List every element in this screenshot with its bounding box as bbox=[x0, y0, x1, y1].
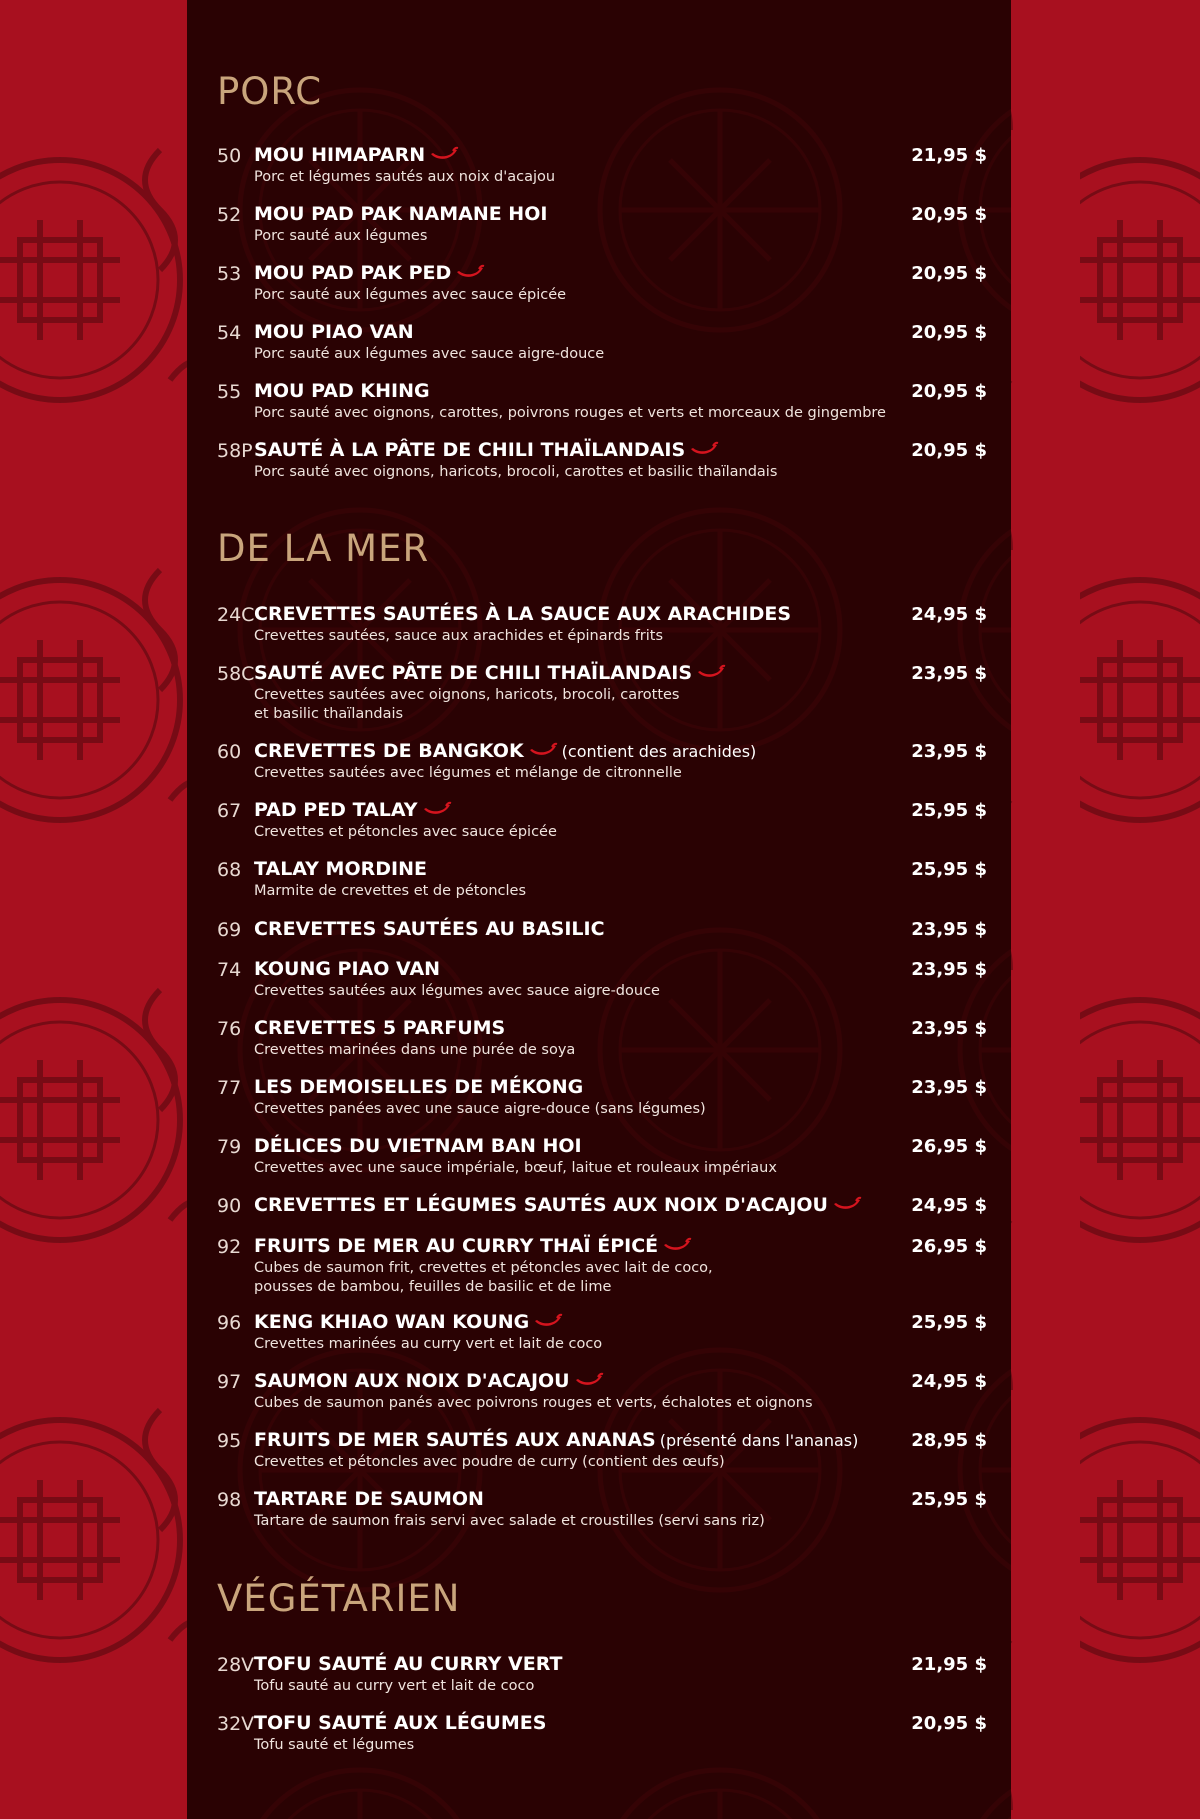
item-number: 74 bbox=[217, 959, 242, 981]
item-price: 20,95 $ bbox=[911, 204, 987, 225]
item-price: 25,95 $ bbox=[911, 859, 987, 880]
item-name bbox=[254, 1370, 604, 1393]
chili-pepper-icon bbox=[689, 440, 719, 462]
item-description: Crevettes marinées dans une purée de soya bbox=[254, 1042, 576, 1058]
item-price: 23,95 $ bbox=[911, 663, 987, 684]
menu-item bbox=[217, 380, 987, 423]
menu-item bbox=[217, 203, 987, 246]
item-price: 23,95 $ bbox=[911, 1018, 987, 1039]
item-number: 24C bbox=[217, 604, 255, 626]
menu-item bbox=[217, 1712, 987, 1755]
item-name bbox=[254, 1712, 546, 1734]
menu-item bbox=[217, 918, 987, 942]
item-description: Porc sauté avec oignons, haricots, brocoli, carottes et basilic thaïlandais bbox=[254, 464, 778, 480]
chili-pepper-icon bbox=[429, 145, 459, 167]
chili-pepper-icon bbox=[533, 1312, 563, 1334]
item-price: 20,95 $ bbox=[911, 322, 987, 343]
item-description: Cubes de saumon panés avec poivrons rouges et verts, échalotes et oignons bbox=[254, 1395, 813, 1411]
item-name-text: MOU PIAO VAN bbox=[254, 321, 414, 343]
menu-item bbox=[217, 603, 987, 646]
item-price: 28,95 $ bbox=[911, 1430, 987, 1451]
item-description: Tofu sauté et légumes bbox=[254, 1737, 415, 1753]
item-name bbox=[254, 380, 430, 402]
item-name-text: FRUITS DE MER AU CURRY THAÏ ÉPICÉ bbox=[254, 1235, 659, 1257]
item-name-text: CREVETTES ET LÉGUMES SAUTÉS AUX NOIX D'ACAJOU bbox=[254, 1194, 828, 1216]
item-name-text: TOFU SAUTÉ AU CURRY VERT bbox=[254, 1653, 563, 1675]
item-name-text: CREVETTES SAUTÉES À LA SAUCE AUX ARACHIDES bbox=[254, 603, 792, 625]
menu-item bbox=[217, 321, 987, 364]
item-description: Crevettes sautées aux légumes avec sauce aigre-douce bbox=[254, 983, 660, 999]
item-description: Tartare de saumon frais servi avec salade et croustilles (servi sans riz) bbox=[254, 1513, 765, 1529]
item-name-text: TALAY MORDINE bbox=[254, 858, 427, 880]
item-description: Crevettes sautées avec oignons, haricots, brocoli, carottes bbox=[254, 687, 680, 703]
item-name bbox=[254, 1311, 563, 1334]
item-name bbox=[254, 203, 547, 225]
menu-item bbox=[217, 1311, 987, 1354]
menu-item bbox=[217, 740, 987, 783]
item-price: 21,95 $ bbox=[911, 145, 987, 166]
item-price: 25,95 $ bbox=[911, 1489, 987, 1510]
item-note: (contient des arachides) bbox=[561, 742, 757, 761]
item-name-text: PAD PED TALAY bbox=[254, 799, 418, 821]
item-name bbox=[254, 858, 427, 880]
item-price: 26,95 $ bbox=[911, 1136, 987, 1157]
item-number: 97 bbox=[217, 1371, 242, 1393]
item-description: Porc et légumes sautés aux noix d'acajou bbox=[254, 169, 556, 185]
item-name-text: KENG KHIAO WAN KOUNG bbox=[254, 1311, 530, 1333]
item-number: 50 bbox=[217, 145, 242, 167]
item-name-text: CREVETTES DE BANGKOK bbox=[254, 740, 524, 762]
item-description: et basilic thaïlandais bbox=[254, 706, 404, 722]
menu-item bbox=[217, 1135, 987, 1178]
item-price: 20,95 $ bbox=[911, 1713, 987, 1734]
item-description: Tofu sauté au curry vert et lait de coco bbox=[254, 1678, 535, 1694]
menu-item bbox=[217, 1194, 987, 1218]
chili-pepper-icon bbox=[528, 741, 558, 763]
item-description: Crevettes sautées, sauce aux arachides et épinards frits bbox=[254, 628, 664, 644]
menu-item bbox=[217, 1235, 987, 1297]
item-description: Cubes de saumon frit, crevettes et pétoncles avec lait de coco, bbox=[254, 1260, 713, 1276]
item-price: 25,95 $ bbox=[911, 800, 987, 821]
item-number: 76 bbox=[217, 1018, 242, 1040]
item-name-text: KOUNG PIAO VAN bbox=[254, 958, 441, 980]
item-number: 28V bbox=[217, 1654, 255, 1676]
item-number: 77 bbox=[217, 1077, 242, 1099]
item-number: 98 bbox=[217, 1489, 242, 1511]
item-number: 92 bbox=[217, 1236, 242, 1258]
item-name bbox=[254, 321, 414, 343]
chili-pepper-icon bbox=[662, 1236, 692, 1258]
menu-item bbox=[217, 439, 987, 482]
item-number: 96 bbox=[217, 1312, 242, 1334]
item-name bbox=[254, 1235, 692, 1258]
item-name-text: MOU HIMAPARN bbox=[254, 144, 426, 166]
item-name-text: MOU PAD PAK NAMANE HOI bbox=[254, 203, 548, 225]
item-number: 90 bbox=[217, 1195, 242, 1217]
item-name bbox=[254, 1017, 505, 1039]
item-number: 58C bbox=[217, 663, 255, 685]
menu-item bbox=[217, 662, 987, 724]
item-number: 68 bbox=[217, 859, 242, 881]
chili-pepper-icon bbox=[574, 1371, 604, 1393]
item-price: 23,95 $ bbox=[911, 1077, 987, 1098]
item-name bbox=[254, 958, 440, 980]
item-price: 25,95 $ bbox=[911, 1312, 987, 1333]
item-name-text: CREVETTES SAUTÉES AU BASILIC bbox=[254, 918, 605, 940]
item-description: Crevettes panées avec une sauce aigre-douce (sans légumes) bbox=[254, 1101, 706, 1117]
item-description: Porc sauté aux légumes bbox=[254, 228, 428, 244]
item-name bbox=[254, 262, 485, 285]
item-description: Porc sauté avec oignons, carottes, poivrons rouges et verts et morceaux de gingembre bbox=[254, 405, 886, 421]
item-number: 60 bbox=[217, 741, 242, 763]
item-description: Marmite de crevettes et de pétoncles bbox=[254, 883, 526, 899]
item-name-text: MOU PAD KHING bbox=[254, 380, 430, 402]
item-price: 20,95 $ bbox=[911, 440, 987, 461]
menu-item bbox=[217, 799, 987, 842]
item-name bbox=[254, 1076, 583, 1098]
item-description: Crevettes avec une sauce impériale, bœuf, laitue et rouleaux impériaux bbox=[254, 1160, 777, 1176]
item-description: Crevettes marinées au curry vert et lait de coco bbox=[254, 1336, 603, 1352]
chili-pepper-icon bbox=[696, 663, 726, 685]
item-description: Porc sauté aux légumes avec sauce aigre-douce bbox=[254, 346, 605, 362]
item-price: 20,95 $ bbox=[911, 381, 987, 402]
item-number: 52 bbox=[217, 204, 242, 226]
item-price: 23,95 $ bbox=[911, 741, 987, 762]
chili-pepper-icon bbox=[832, 1195, 862, 1217]
section-title: PORC bbox=[217, 70, 323, 113]
item-name-text: LES DEMOISELLES DE MÉKONG bbox=[254, 1076, 584, 1098]
item-name bbox=[254, 603, 791, 625]
item-number: 53 bbox=[217, 263, 242, 285]
menu-item bbox=[217, 1076, 987, 1119]
item-number: 58P bbox=[217, 440, 253, 462]
item-price: 26,95 $ bbox=[911, 1236, 987, 1257]
item-number: 67 bbox=[217, 800, 242, 822]
item-number: 32V bbox=[217, 1713, 255, 1735]
item-name bbox=[254, 439, 719, 462]
item-description: pousses de bambou, feuilles de basilic et de lime bbox=[254, 1279, 612, 1295]
item-name bbox=[254, 1488, 484, 1510]
item-price: 24,95 $ bbox=[911, 604, 987, 625]
item-name bbox=[254, 144, 459, 167]
menu-item bbox=[217, 144, 987, 187]
section-title: DE LA MER bbox=[217, 527, 430, 570]
menu-item bbox=[217, 1653, 987, 1696]
item-name-text: TARTARE DE SAUMON bbox=[254, 1488, 484, 1510]
menu-item bbox=[217, 262, 987, 305]
item-description: Crevettes sautées avec légumes et mélange de citronnelle bbox=[254, 765, 682, 781]
chili-pepper-icon bbox=[422, 800, 452, 822]
item-name bbox=[254, 1135, 582, 1157]
item-name bbox=[254, 662, 726, 685]
chili-pepper-icon bbox=[455, 263, 485, 285]
item-name-text: SAUTÉ À LA PÂTE DE CHILI THAÏLANDAIS bbox=[254, 439, 686, 461]
item-price: 20,95 $ bbox=[911, 263, 987, 284]
section-title: VÉGÉTARIEN bbox=[217, 1577, 461, 1620]
item-number: 54 bbox=[217, 322, 242, 344]
item-price: 24,95 $ bbox=[911, 1195, 987, 1216]
item-name-text: CREVETTES 5 PARFUMS bbox=[254, 1017, 506, 1039]
item-name bbox=[254, 918, 605, 940]
item-name-text: TOFU SAUTÉ AUX LÉGUMES bbox=[254, 1712, 547, 1734]
item-price: 23,95 $ bbox=[911, 919, 987, 940]
item-name bbox=[254, 1653, 562, 1675]
item-name-text: FRUITS DE MER SAUTÉS AUX ANANAS bbox=[254, 1429, 656, 1451]
item-description: Crevettes et pétoncles avec poudre de curry (contient des œufs) bbox=[254, 1454, 725, 1470]
item-name bbox=[254, 799, 452, 822]
item-price: 24,95 $ bbox=[911, 1371, 987, 1392]
item-price: 23,95 $ bbox=[911, 959, 987, 980]
menu-item bbox=[217, 958, 987, 1001]
item-name-text: MOU PAD PAK PED bbox=[254, 262, 452, 284]
menu-item bbox=[217, 1429, 987, 1472]
menu-item bbox=[217, 1488, 987, 1531]
item-name bbox=[254, 1429, 858, 1451]
item-number: 79 bbox=[217, 1136, 242, 1158]
menu-item bbox=[217, 1017, 987, 1060]
item-number: 69 bbox=[217, 919, 242, 941]
item-description: Porc sauté aux légumes avec sauce épicée bbox=[254, 287, 567, 303]
item-number: 95 bbox=[217, 1430, 242, 1452]
menu-item bbox=[217, 858, 987, 901]
item-name-text: SAUTÉ AVEC PÂTE DE CHILI THAÏLANDAIS bbox=[254, 662, 693, 684]
item-price: 21,95 $ bbox=[911, 1654, 987, 1675]
item-name-text: SAUMON AUX NOIX D'ACAJOU bbox=[254, 1370, 570, 1392]
item-name bbox=[254, 1194, 862, 1217]
item-description: Crevettes et pétoncles avec sauce épicée bbox=[254, 824, 557, 840]
item-number: 55 bbox=[217, 381, 242, 403]
item-name-text: DÉLICES DU VIETNAM BAN HOI bbox=[254, 1135, 582, 1157]
item-name bbox=[254, 740, 756, 763]
item-note: (présenté dans l'ananas) bbox=[659, 1431, 859, 1450]
menu-item bbox=[217, 1370, 987, 1413]
